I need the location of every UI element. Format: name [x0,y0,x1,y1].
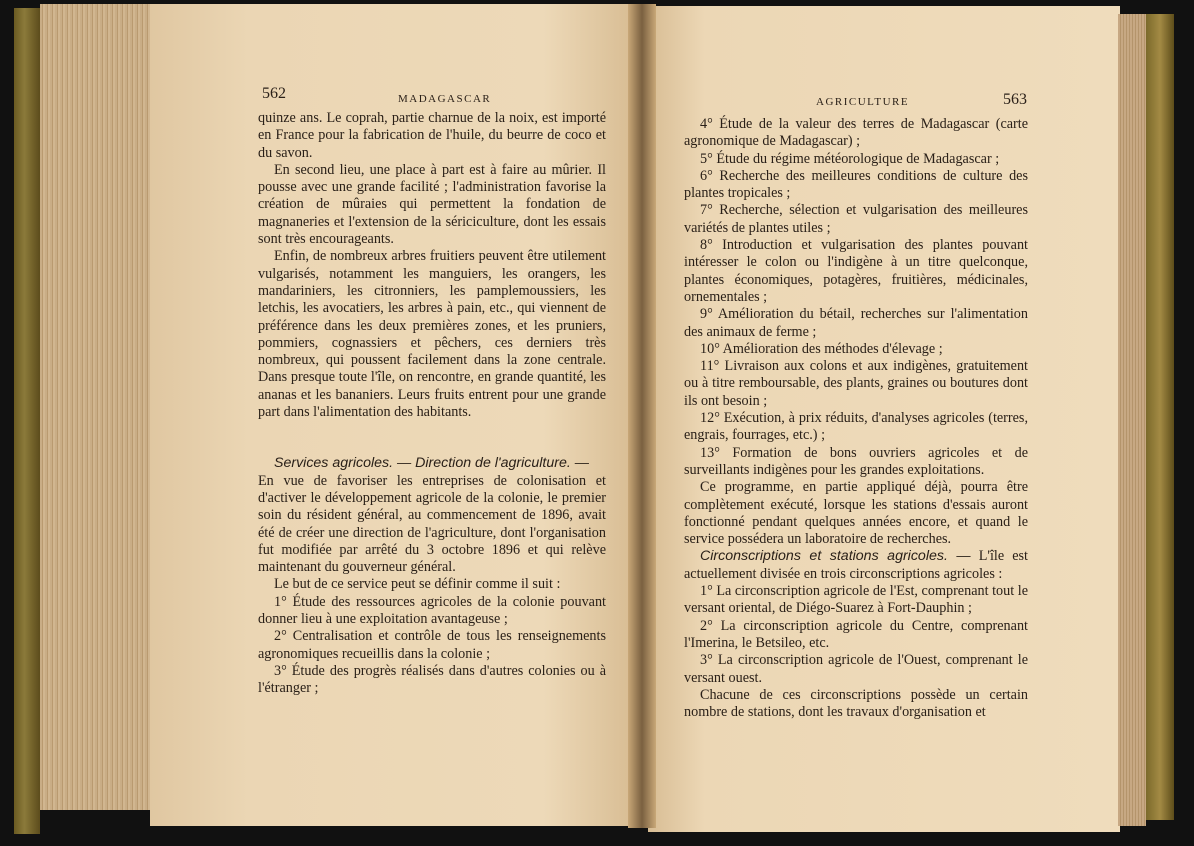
right-paragraph: 10° Amélioration des méthodes d'élevage ; [700,340,943,357]
book-cover-left [14,8,40,834]
book-cover-right [1146,14,1174,820]
right-paragraph: 5° Étude du régime météorologique de Madagascar ; [700,150,1000,167]
right-paragraph: 12° Exécution, à prix réduits, d'analyses agricoles (terres, engrais, fourrages, etc.) ; [684,410,1028,444]
page-edges-right [1118,14,1146,826]
right-paragraph: 4° Étude de la valeur des terres de Madagascar (carte agronomique de Madagascar) ; [684,116,1028,150]
right-paragraph: 9° Amélioration du bétail, recherches sur l'alimentation des animaux de ferme ; [684,306,1028,340]
page-edges-left [40,4,158,810]
right-paragraph: Ce programme, en partie appliqué déjà, pourra être complètement exécuté, lorsque les stations d'essais auront fonctionné pendant quelques années encore, et quand le service possédera un laboratoire de recherches. [684,479,1028,548]
left-paragraph: quinze ans. Le coprah, partie charnue de la noix, est importé en France pour la fabrication de l'huile, du beurre de coco et du savon. [258,110,606,161]
right-paragraph: 13° Formation de bons ouvriers agricoles et de surveillants indigènes pour les grandes exploitations. [684,444,1028,478]
left-paragraph: 2° Centralisation et contrôle de tous les renseignements agronomiques recueillis dans la colonie ; [258,628,606,662]
right-paragraph: 3° La circonscription agricole de l'Ouest, comprenant le versant ouest. [684,652,1028,686]
right-paragraph: 7° Recherche, sélection et vulgarisation des meilleures variétés de plantes utiles ; [684,202,1028,236]
right-paragraph: 2° La circonscription agricole du Centre, comprenant l'Imerina, le Betsileo, etc. [684,617,1028,651]
right-paragraph: 8° Introduction et vulgarisation des plantes pouvant intéresser le colon ou l'indigène à un titre quelconque, plantes économiques, potagères, fruitières, médicinales, ornementales ; [684,237,1028,305]
right-paragraph: L'île est actuellement divisée en trois circonscriptions agricoles : [684,548,1028,582]
section-heading: Services agricoles. — Direction de l'agriculture. — [274,455,589,472]
left-running-head: MADAGASCAR [398,93,492,105]
right-page-number: 563 [1003,91,1027,108]
right-running-head: AGRICULTURE [816,96,910,108]
right-paragraph: 1° La circonscription agricole de l'Est, comprenant tout le versant oriental, de Diégo-Suarez à Fort-Dauphin ; [684,583,1028,617]
left-page-number: 562 [262,85,286,102]
left-paragraph: 3° Étude des progrès réalisés dans d'autres colonies ou à l'étranger ; [258,662,606,697]
right-paragraph: 11° Livraison aux colons et aux indigènes, gratuitement ou à titre remboursable, des plants, graines ou boutures dont ils ont besoin ; [684,358,1028,409]
left-text-column [258,110,606,698]
left-paragraph: Le but de ce service peut se définir comme il suit : [274,576,561,593]
right-paragraph: 6° Recherche des meilleures conditions de culture des plantes tropicales ; [684,167,1028,202]
book-gutter [628,4,656,828]
left-paragraph: 1° Étude des ressources agricoles de la colonie pouvant donner lieu à une exploitation avantageuse ; [258,593,606,628]
left-paragraph: En second lieu, une place à part est à faire au mûrier. Il pousse avec une grande facilité ; l'administration favorise la création de mûraies qui permettent la fondation de magnaneries et l'extension de la sériciculture, dont les essais sont très encourageants. [258,161,606,248]
right-paragraph: Chacune de ces circonscriptions possède un certain nombre de stations, dont les travaux d'organisation et [684,686,1028,721]
left-paragraph: Enfin, de nombreux arbres fruitiers peuvent être utilement vulgarisés, notamment les manguiers, les orangers, les mandariniers, les citronniers, les pamplemoussiers, les letchis, les avocatiers, les arbres à pain, etc., qui viennent de préférence dans les deux premières zones, et les pruniers, pommiers, cognassiers et pêchers, ces derniers très nombreux, qui poussent facilement dans la zone centrale. Dans presque toute l'île, on rencontre, en grande quantité, les ananas et les bananiers. Leurs fruits entrent pour une grande part dans l'alimentation des habitants. [258,248,606,421]
right-text-column [684,116,1028,721]
left-paragraph: En vue de favoriser les entreprises de colonisation et d'activer le développement agricole de la colonie, le premier soin du résident général, au commencement de 1896, avait été de créer une direction de l'agriculture, dont l'organisation fut modifiée par arrêté du 3 octobre 1896 et qui relève maintenant du gouverneur général. [258,472,606,576]
right-subsection [684,548,1028,583]
subsection-heading: Circonscriptions et stations agricoles. — [700,548,971,565]
